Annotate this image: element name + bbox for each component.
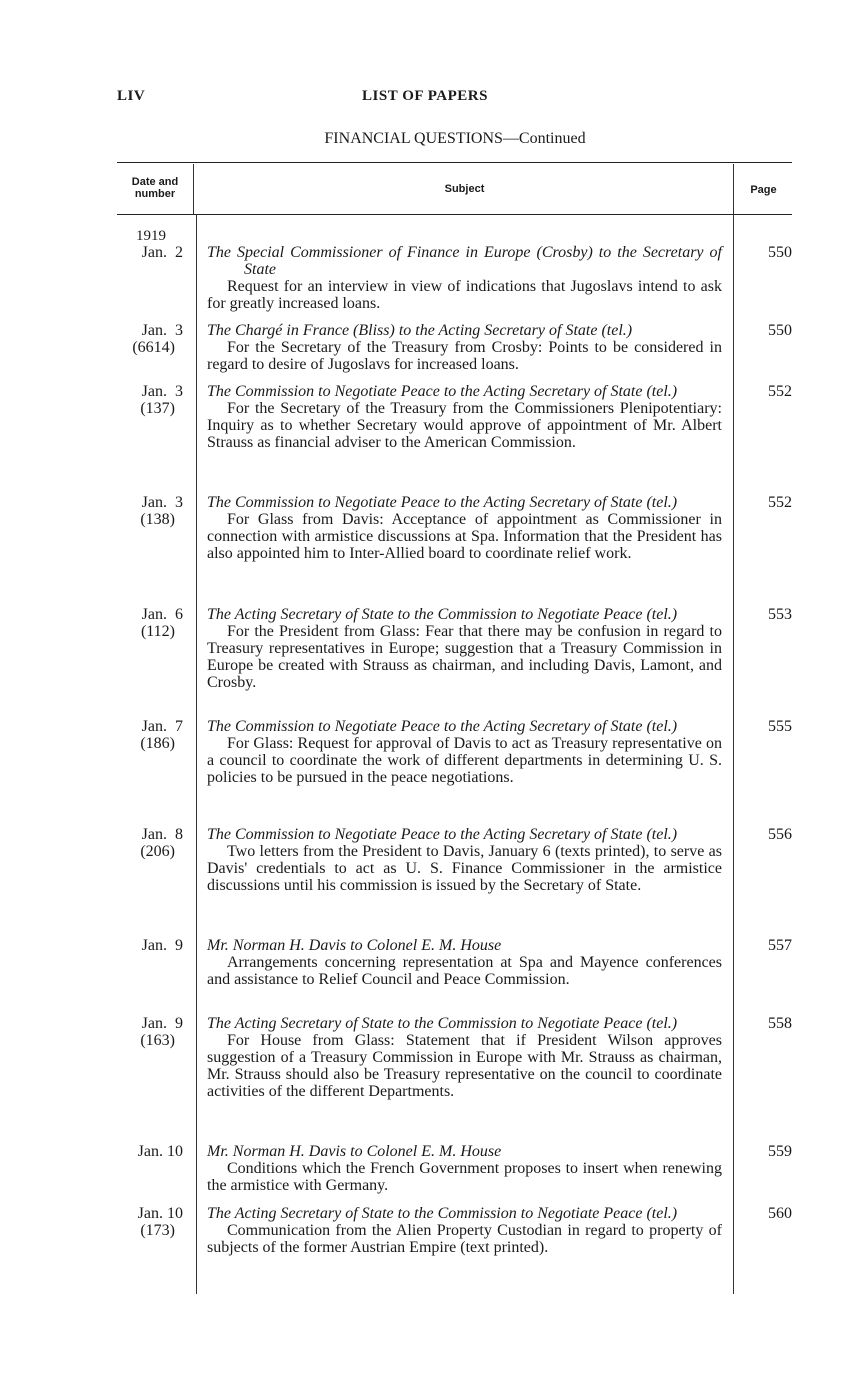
entry-date: Jan. 8 bbox=[141, 826, 183, 843]
entry-title: The Commission to Negotiate Peace to the Acting Secretary of State (tel.) bbox=[207, 718, 678, 735]
entry-description: For Glass: Request for approval of Davis to act as Treasury representative on a council to coordinate the work of different departments in determining U. S. policies to be pursued in the peace negotiations. bbox=[207, 735, 722, 786]
entry-page: 552 bbox=[768, 383, 792, 400]
entry-description: Request for an interview in view of indications that Jugoslavs intend to ask for greatly increased loans. bbox=[207, 278, 722, 312]
entry-page: 550 bbox=[768, 322, 792, 339]
entry-date: Jan. 7 bbox=[141, 718, 183, 735]
entry-number: (186) bbox=[140, 735, 175, 752]
column-divider-date bbox=[193, 164, 194, 214]
entry-page: 558 bbox=[768, 1015, 792, 1032]
entry-subject bbox=[207, 383, 722, 451]
entry-number: (173) bbox=[140, 1222, 175, 1239]
running-head: LIST OF PAPERS bbox=[362, 88, 488, 104]
entry-subject bbox=[207, 606, 722, 691]
entry-title: The Commission to Negotiate Peace to the Acting Secretary of State (tel.) bbox=[207, 383, 678, 400]
table-top-rule bbox=[117, 162, 792, 163]
entry-date: Jan. 3 bbox=[141, 322, 183, 339]
entry-description: For House from Glass: Statement that if President Wilson approves suggestion of a Treasury Commission in Europe with Mr. Strauss as chairman, Mr. Strauss should also be Treasury representative on the council to coordinate activities of the different Departments. bbox=[207, 1032, 722, 1100]
entry-subject bbox=[207, 718, 722, 786]
entry-description: Arrangements concerning representation at Spa and Mayence conferences and assistance to Relief Council and Peace Commission. bbox=[207, 954, 722, 988]
entry-subject bbox=[207, 1143, 722, 1194]
entry-title: The Commission to Negotiate Peace to the Acting Secretary of State (tel.) bbox=[207, 826, 678, 843]
entry-title: The Acting Secretary of State to the Commission to Negotiate Peace (tel.) bbox=[207, 1205, 678, 1222]
entry-description: For the Secretary of the Treasury from Crosby: Points to be considered in regard to desire of Jugoslavs for increased loans. bbox=[207, 339, 722, 373]
entry-page: 553 bbox=[768, 606, 792, 623]
entry-date: Jan. 10 bbox=[137, 1205, 183, 1222]
entry-page: 557 bbox=[768, 937, 792, 954]
entry-date: Jan. 10 bbox=[137, 1143, 183, 1160]
entry-title: The Acting Secretary of State to the Commission to Negotiate Peace (tel.) bbox=[207, 1015, 678, 1032]
entry-title: Mr. Norman H. Davis to Colonel E. M. House bbox=[207, 937, 502, 954]
entry-subject bbox=[207, 826, 722, 894]
entry-description: Two letters from the President to Davis, January 6 (texts printed), to serve as Davis' credentials to act as U. S. Finance Commissioner in the armistice discussions until his commission is issued by the Secretary of State. bbox=[207, 843, 722, 894]
entry-title: The Special Commissioner of Finance in Europe (Crosby) to the Secretary of State bbox=[207, 244, 722, 278]
entry-description: For the Secretary of the Treasury from the Commissioners Plenipotentiary: Inquiry as to whether Secretary would approve of appointment of Mr. Albert Strauss as financial adviser to the American Commission. bbox=[207, 400, 722, 451]
column-divider-page bbox=[733, 164, 734, 214]
entry-description: Conditions which the French Government proposes to insert when renewing the armistice with Germany. bbox=[207, 1160, 722, 1194]
entry-subject bbox=[207, 1015, 722, 1100]
entry-number: (137) bbox=[140, 400, 175, 417]
entry-subject bbox=[207, 322, 722, 373]
entry-title: The Commission to Negotiate Peace to the Acting Secretary of State (tel.) bbox=[207, 494, 678, 511]
entry-number: (112) bbox=[140, 623, 175, 640]
entry-date: Jan. 9 bbox=[141, 1015, 183, 1032]
entry-number: (163) bbox=[140, 1032, 175, 1049]
entry-subject bbox=[207, 494, 722, 562]
entry-page: 560 bbox=[768, 1205, 792, 1222]
entry-number: (6614) bbox=[132, 339, 175, 356]
entry-page: 550 bbox=[768, 244, 792, 261]
entry-date: Jan. 3 bbox=[141, 383, 183, 400]
entry-date: Jan. 3 bbox=[141, 494, 183, 511]
table-header-rule bbox=[117, 214, 792, 215]
entry-subject bbox=[207, 1205, 722, 1256]
page-number: LIV bbox=[117, 88, 146, 104]
entry-number: (206) bbox=[140, 843, 175, 860]
entry-date: Jan. 6 bbox=[141, 606, 183, 623]
header-subject: Subject bbox=[444, 183, 485, 195]
entry-subject bbox=[207, 244, 722, 312]
entry-description: For Glass from Davis: Acceptance of appointment as Commissioner in connection with armistice discussions at Spa. Information that the President has also appointed him to Inter-Allied board to coordinate relief work. bbox=[207, 511, 722, 562]
entry-page: 555 bbox=[768, 718, 792, 735]
header-date-and-number: Date and number bbox=[131, 176, 179, 200]
entry-title: The Chargé in France (Bliss) to the Acting Secretary of State (tel.) bbox=[207, 322, 633, 339]
year-label: 1919 bbox=[136, 228, 166, 244]
entry-page: 552 bbox=[768, 494, 792, 511]
entry-date: Jan. 9 bbox=[141, 937, 183, 954]
header-page: Page bbox=[750, 184, 777, 196]
entry-page: 559 bbox=[768, 1143, 792, 1160]
entry-title: The Acting Secretary of State to the Commission to Negotiate Peace (tel.) bbox=[207, 606, 678, 623]
entry-description: Communication from the Alien Property Custodian in regard to property of subjects of the former Austrian Empire (text printed). bbox=[207, 1222, 722, 1256]
entry-page: 556 bbox=[768, 826, 792, 843]
entry-subject bbox=[207, 937, 722, 988]
entry-date: Jan. 2 bbox=[141, 244, 183, 261]
section-title: FINANCIAL QUESTIONS—Continued bbox=[324, 130, 586, 147]
entry-number: (138) bbox=[140, 511, 175, 528]
column-divider-page-body bbox=[733, 214, 734, 1294]
entry-description: For the President from Glass: Fear that there may be confusion in regard to Treasury representatives in Europe; suggestion that a Treasury Commission in Europe be created with Strauss as chairman, and including Davis, Lamont, and Crosby. bbox=[207, 623, 722, 691]
column-divider-date-body bbox=[196, 214, 197, 1294]
entry-title: Mr. Norman H. Davis to Colonel E. M. House bbox=[207, 1143, 502, 1160]
